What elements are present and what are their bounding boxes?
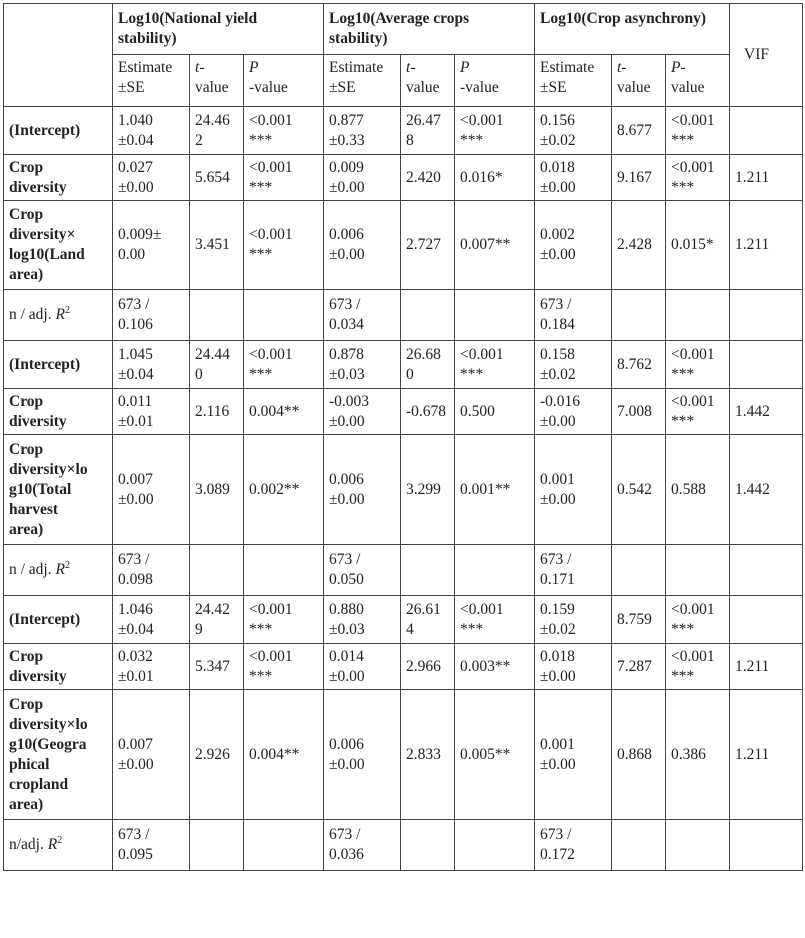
t-value-header	[190, 55, 244, 107]
empty-cell	[244, 545, 324, 596]
empty-cell	[190, 820, 244, 871]
empty-cell	[666, 545, 730, 596]
fit-value-cell: 673 / 0.050	[324, 545, 401, 596]
empty-cell	[455, 290, 535, 341]
t-value-cell: 2.116	[190, 389, 244, 435]
p-value-cell: 0.588	[666, 435, 730, 545]
estimate-cell: 0.878 ±0.03	[324, 341, 401, 389]
empty-cell	[612, 290, 666, 341]
t-value-cell: 0.868	[612, 690, 666, 820]
table-row	[4, 389, 803, 435]
p-value-header	[455, 55, 535, 107]
p-value-cell: 0.386	[666, 690, 730, 820]
vif-header: VIF	[730, 4, 803, 107]
row-label: Crop diversity	[4, 155, 113, 201]
row-label: (Intercept)	[4, 107, 113, 155]
header-row-groups	[4, 4, 803, 55]
p-value-cell: <0.001 ***	[666, 341, 730, 389]
empty-cell	[190, 290, 244, 341]
regression-table	[3, 3, 803, 871]
t-value-cell: 8.759	[612, 596, 666, 644]
p-var: P	[249, 59, 259, 76]
t-value-cell: 24.44 0	[190, 341, 244, 389]
t-value-rest: - value	[617, 59, 651, 96]
vif-cell: 1.211	[730, 155, 803, 201]
fit-value-cell: 673 / 0.036	[324, 820, 401, 871]
vif-cell	[730, 596, 803, 644]
estimate-cell: 0.877 ±0.33	[324, 107, 401, 155]
t-value-cell: 2.428	[612, 201, 666, 290]
fit-label	[4, 545, 113, 596]
estimate-cell: 0.001 ±0.00	[535, 690, 612, 820]
fit-row	[4, 290, 803, 341]
p-value-cell: <0.001 ***	[244, 341, 324, 389]
p-value-header	[666, 55, 730, 107]
estimate-cell: 0.009± 0.00	[113, 201, 190, 290]
estimate-cell: 0.006 ±0.00	[324, 201, 401, 290]
estimate-header: Estimate ±SE	[113, 55, 190, 107]
empty-cell	[612, 545, 666, 596]
estimate-cell: 0.032 ±0.01	[113, 644, 190, 690]
group-header-crop-asynchrony: Log10(Crop asynchrony)	[535, 4, 730, 55]
t-value-cell: 2.833	[401, 690, 455, 820]
p-var: P	[460, 59, 470, 76]
empty-cell	[401, 545, 455, 596]
vif-cell: 1.211	[730, 201, 803, 290]
t-value-cell: 2.966	[401, 644, 455, 690]
p-value-cell: <0.001 ***	[244, 596, 324, 644]
estimate-header: Estimate ±SE	[324, 55, 401, 107]
p-value-cell: <0.001 ***	[244, 644, 324, 690]
t-value-cell: 2.727	[401, 201, 455, 290]
t-value-rest: - value	[195, 59, 229, 96]
t-value-cell: 2.420	[401, 155, 455, 201]
t-value-cell: 26.47 8	[401, 107, 455, 155]
p-value-cell: 0.002**	[244, 435, 324, 545]
fit-value-cell: 673 / 0.106	[113, 290, 190, 341]
p-value-cell: 0.500	[455, 389, 535, 435]
r-squared-var: R	[47, 836, 58, 853]
r-squared-var: R	[55, 306, 65, 323]
t-value-cell: 3.451	[190, 201, 244, 290]
vif-cell	[730, 107, 803, 155]
empty-cell	[455, 545, 535, 596]
table-row	[4, 596, 803, 644]
row-label: Crop diversity	[4, 389, 113, 435]
table-row	[4, 644, 803, 690]
empty-cell	[666, 290, 730, 341]
estimate-cell: -0.003 ±0.00	[324, 389, 401, 435]
t-var: t	[195, 59, 200, 76]
t-value-cell: 3.089	[190, 435, 244, 545]
estimate-cell: 0.007 ±0.00	[113, 690, 190, 820]
estimate-cell: 0.880 ±0.03	[324, 596, 401, 644]
vif-cell: 1.442	[730, 389, 803, 435]
t-value-header	[401, 55, 455, 107]
estimate-cell: 0.018 ±0.00	[535, 644, 612, 690]
r-squared-exponent: 2	[57, 834, 63, 846]
regression-table-container	[3, 3, 803, 871]
p-value-cell: <0.001 ***	[666, 389, 730, 435]
fit-value-cell: 673 / 0.171	[535, 545, 612, 596]
estimate-cell: 0.014 ±0.00	[324, 644, 401, 690]
vif-cell: 1.211	[730, 690, 803, 820]
fit-row	[4, 820, 803, 871]
estimate-cell: -0.016 ±0.00	[535, 389, 612, 435]
empty-cell	[244, 820, 324, 871]
row-label: Crop diversity×lo g10(Total harvest area)	[4, 435, 113, 545]
p-value-cell: <0.001 ***	[666, 107, 730, 155]
table-row	[4, 341, 803, 389]
p-value-cell: 0.003**	[455, 644, 535, 690]
estimate-cell: 1.045 ±0.04	[113, 341, 190, 389]
t-value-cell: 24.46 2	[190, 107, 244, 155]
row-label: (Intercept)	[4, 341, 113, 389]
estimate-cell: 0.007 ±0.00	[113, 435, 190, 545]
t-value-cell: 24.42 9	[190, 596, 244, 644]
r-squared-exponent: 2	[64, 559, 70, 571]
empty-cell	[401, 290, 455, 341]
estimate-cell: 0.011 ±0.01	[113, 389, 190, 435]
p-var: P	[671, 59, 681, 76]
row-label: (Intercept)	[4, 596, 113, 644]
t-value-cell: 8.762	[612, 341, 666, 389]
p-value-cell: <0.001 ***	[244, 107, 324, 155]
p-value-cell: <0.001 ***	[666, 155, 730, 201]
t-value-cell: 0.542	[612, 435, 666, 545]
vif-cell: 1.442	[730, 435, 803, 545]
row-label: Crop diversity×lo g10(Geogra phical cropland area)	[4, 690, 113, 820]
fit-label	[4, 820, 113, 871]
estimate-cell: 0.001 ±0.00	[535, 435, 612, 545]
t-value-cell: 5.347	[190, 644, 244, 690]
empty-cell	[401, 820, 455, 871]
estimate-cell: 0.159 ±0.02	[535, 596, 612, 644]
p-value-cell: <0.001 ***	[455, 107, 535, 155]
table-row	[4, 201, 803, 290]
table-row	[4, 690, 803, 820]
t-value-cell: 7.008	[612, 389, 666, 435]
t-var: t	[617, 59, 622, 76]
p-value-rest: -value	[460, 79, 499, 96]
estimate-cell: 0.002 ±0.00	[535, 201, 612, 290]
empty-cell	[612, 820, 666, 871]
fit-label-prefix: n / adj.	[9, 561, 56, 578]
row-label: Crop diversity	[4, 644, 113, 690]
fit-value-cell: 673 / 0.098	[113, 545, 190, 596]
estimate-cell: 0.156 ±0.02	[535, 107, 612, 155]
table-row	[4, 435, 803, 545]
corner-cell	[4, 4, 113, 107]
table-body	[4, 107, 803, 871]
empty-cell	[730, 290, 803, 341]
p-value-cell: 0.015*	[666, 201, 730, 290]
fit-label	[4, 290, 113, 341]
t-value-cell: 5.654	[190, 155, 244, 201]
t-value-rest: - value	[406, 59, 440, 96]
fit-value-cell: 673 / 0.172	[535, 820, 612, 871]
empty-cell	[730, 545, 803, 596]
row-label: Crop diversity× log10(Land area)	[4, 201, 113, 290]
p-value-header	[244, 55, 324, 107]
vif-cell	[730, 341, 803, 389]
p-value-cell: <0.001 ***	[455, 341, 535, 389]
p-value-cell: <0.001 ***	[666, 596, 730, 644]
t-value-cell: 3.299	[401, 435, 455, 545]
t-value-cell: -0.678	[401, 389, 455, 435]
fit-label-prefix: n / adj.	[9, 306, 56, 323]
p-value-cell: 0.004**	[244, 389, 324, 435]
empty-cell	[244, 290, 324, 341]
empty-cell	[455, 820, 535, 871]
t-value-cell: 7.287	[612, 644, 666, 690]
p-value-cell: 0.005**	[455, 690, 535, 820]
empty-cell	[730, 820, 803, 871]
estimate-cell: 1.046 ±0.04	[113, 596, 190, 644]
p-value-rest: - value	[671, 59, 705, 96]
fit-value-cell: 673 / 0.095	[113, 820, 190, 871]
estimate-cell: 0.006 ±0.00	[324, 435, 401, 545]
estimate-cell: 0.027 ±0.00	[113, 155, 190, 201]
table-row	[4, 155, 803, 201]
p-value-cell: 0.001**	[455, 435, 535, 545]
empty-cell	[666, 820, 730, 871]
estimate-header: Estimate ±SE	[535, 55, 612, 107]
group-header-average-crops: Log10(Average crops stability)	[324, 4, 535, 55]
p-value-cell: <0.001 ***	[455, 596, 535, 644]
fit-row	[4, 545, 803, 596]
vif-cell: 1.211	[730, 644, 803, 690]
fit-value-cell: 673 / 0.184	[535, 290, 612, 341]
estimate-cell: 0.009 ±0.00	[324, 155, 401, 201]
header-row-subcolumns	[4, 55, 803, 107]
t-value-header	[612, 55, 666, 107]
fit-value-cell: 673 / 0.034	[324, 290, 401, 341]
estimate-cell: 0.018 ±0.00	[535, 155, 612, 201]
t-value-cell: 8.677	[612, 107, 666, 155]
p-value-rest: -value	[249, 79, 288, 96]
fit-label-prefix: n/adj.	[9, 836, 48, 853]
p-value-cell: 0.004**	[244, 690, 324, 820]
t-value-cell: 26.68 0	[401, 341, 455, 389]
empty-cell	[190, 545, 244, 596]
p-value-cell: <0.001 ***	[244, 201, 324, 290]
p-value-cell: <0.001 ***	[666, 644, 730, 690]
table-row	[4, 107, 803, 155]
p-value-cell: 0.016*	[455, 155, 535, 201]
group-header-national-yield: Log10(National yield stability)	[113, 4, 324, 55]
r-squared-exponent: 2	[64, 304, 70, 316]
p-value-cell: 0.007**	[455, 201, 535, 290]
p-value-cell: <0.001 ***	[244, 155, 324, 201]
estimate-cell: 0.006 ±0.00	[324, 690, 401, 820]
t-value-cell: 26.61 4	[401, 596, 455, 644]
t-var: t	[406, 59, 411, 76]
estimate-cell: 1.040 ±0.04	[113, 107, 190, 155]
r-squared-var: R	[55, 561, 65, 578]
t-value-cell: 9.167	[612, 155, 666, 201]
estimate-cell: 0.158 ±0.02	[535, 341, 612, 389]
t-value-cell: 2.926	[190, 690, 244, 820]
